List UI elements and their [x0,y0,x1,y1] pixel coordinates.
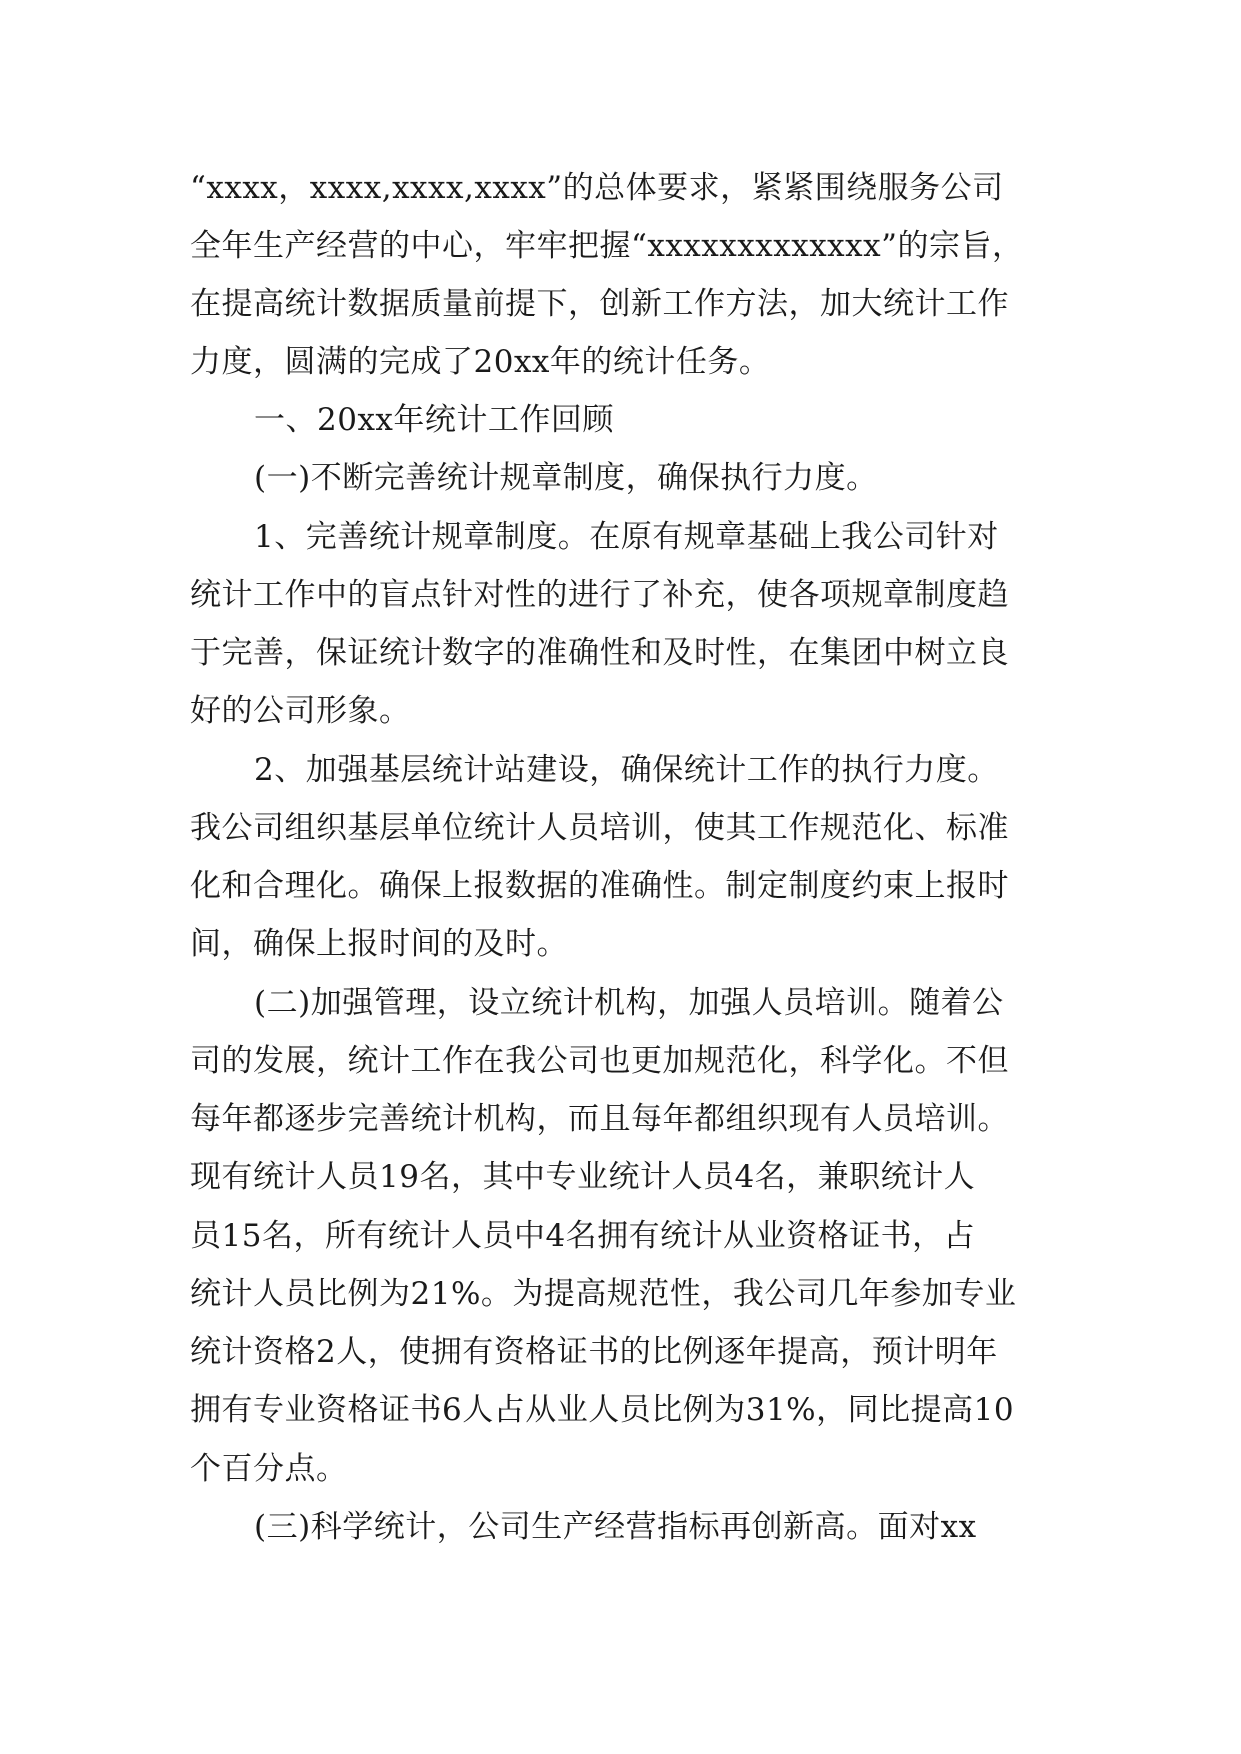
text-line: 每年都逐步完善统计机构，而且每年都组织现有人员培训。 [190,1101,1009,1137]
text-line: 统计工作中的盲点针对性的进行了补充，使各项规章制度趋 [190,577,1009,613]
text-line: 于完善，保证统计数字的准确性和及时性，在集团中树立良 [190,635,1009,671]
text-line: 拥有专业资格证书6人占从业人员比例为31%，同比提高10 [190,1392,1015,1428]
text-line: 统计人员比例为21%。为提高规范性，我公司几年参加专业 [190,1276,1017,1312]
text-line: “xxxx，xxxx,xxxx,xxxx”的总体要求，紧紧围绕服务公司 [190,170,1004,206]
text-line: 现有统计人员19名，其中专业统计人员4名，兼职统计人 [190,1159,976,1195]
text-line: 1、完善统计规章制度。在原有规章基础上我公司针对 [254,519,999,555]
text-line: 化和合理化。确保上报数据的准确性。制定制度约束上报时 [190,868,1009,904]
text-line: 员15名，所有统计人员中4名拥有统计从业资格证书，占 [190,1218,976,1254]
subsection-heading: (一)不断完善统计规章制度，确保执行力度。 [254,460,878,496]
text-line: 司的发展，统计工作在我公司也更加规范化，科学化。不但 [190,1043,1009,1079]
text-line: 好的公司形象。 [190,693,411,729]
section-heading: 一、20xx年统计工作回顾 [254,402,614,438]
text-line: 全年生产经营的中心，牢牢把握“xxxxxxxxxxxxx”的宗旨， [190,228,1024,264]
subsection-heading: (二)加强管理，设立统计机构，加强人员培训。随着公 [254,985,1004,1021]
text-line: 统计资格2人，使拥有资格证书的比例逐年提高，预计明年 [190,1334,998,1370]
text-line: 力度，圆满的完成了20xx年的统计任务。 [190,344,771,380]
text-line: 间，确保上报时间的及时。 [190,926,568,962]
text-line: 我公司组织基层单位统计人员培训，使其工作规范化、标准 [190,810,1009,846]
subsection-heading: (三)科学统计，公司生产经营指标再创新高。面对xx [254,1509,977,1545]
text-line: 个百分点。 [190,1451,348,1487]
text-line: 在提高统计数据质量前提下，创新工作方法，加大统计工作 [190,286,1009,322]
text-line: 2、加强基层统计站建设，确保统计工作的执行力度。 [254,752,999,788]
